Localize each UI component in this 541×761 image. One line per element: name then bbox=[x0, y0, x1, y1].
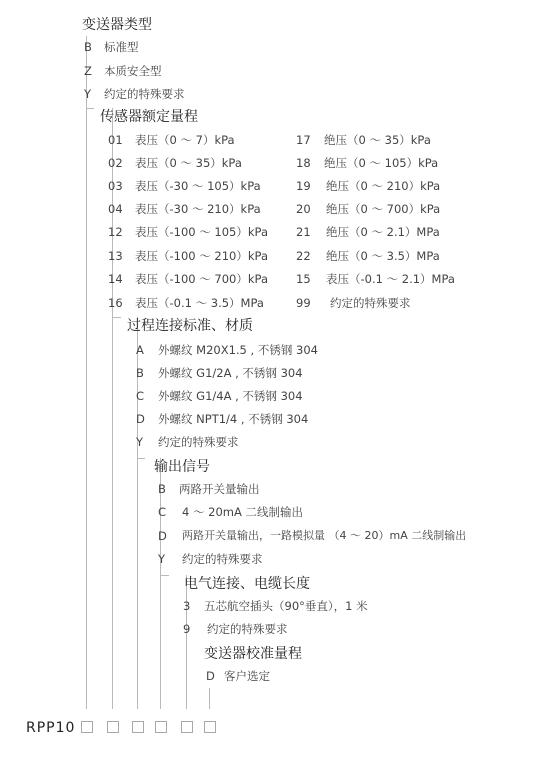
tree-branch-level2 bbox=[86, 108, 94, 109]
range-code: 14 bbox=[108, 272, 123, 286]
range-label: 表压（0 ～ 35）kPa bbox=[135, 156, 242, 170]
range-label: 绝压（0 ～ 700）kPa bbox=[326, 202, 441, 216]
range-code: 13 bbox=[108, 249, 123, 263]
section-title-output-signal: 输出信号 bbox=[154, 459, 210, 475]
option-label: 外螺纹 G1/2A , 不锈钢 304 bbox=[158, 366, 303, 380]
option-code: D bbox=[206, 669, 215, 683]
model-slot-sensor-range bbox=[107, 721, 119, 733]
tree-line-level5 bbox=[186, 575, 187, 709]
range-label: 表压（-100 ～ 105）kPa bbox=[135, 225, 268, 239]
range-code: 22 bbox=[296, 249, 311, 263]
section-title-sensor-range: 传感器额定量程 bbox=[100, 109, 198, 125]
option-code: Y bbox=[158, 552, 166, 566]
range-label: 绝压（0 ～ 3.5）MPa bbox=[326, 249, 440, 263]
section-title-electrical-connection: 电气连接、电缆长度 bbox=[184, 576, 310, 592]
range-label: 表压（0 ～ 7）kPa bbox=[135, 133, 235, 147]
range-code: 01 bbox=[108, 133, 123, 147]
option-label: 标准型 bbox=[104, 40, 139, 54]
range-label: 表压（-0.1 ～ 3.5）MPa bbox=[135, 296, 264, 310]
range-label: 绝压（0 ～ 105）kPa bbox=[324, 156, 439, 170]
option-label: 约定的特殊要求 bbox=[182, 552, 263, 566]
option-label: 约定的特殊要求 bbox=[104, 87, 185, 101]
option-code: 3 bbox=[183, 599, 191, 613]
range-label: 绝压（0 ～ 2.1）MPa bbox=[326, 225, 440, 239]
range-label: 表压（-30 ～ 105）kPa bbox=[135, 179, 261, 193]
model-slot-output-signal bbox=[155, 721, 167, 733]
option-label: 两路开关量输出，一路模拟量 （4 ～ 20）mA 二线制输出 bbox=[182, 529, 467, 542]
option-code: Y bbox=[136, 435, 144, 449]
range-code: 21 bbox=[296, 225, 311, 239]
model-slot-electrical-connection bbox=[181, 721, 193, 733]
option-label: 本质安全型 bbox=[104, 64, 162, 78]
tree-line-level1 bbox=[86, 36, 87, 709]
option-code: D bbox=[136, 412, 145, 426]
option-code: Y bbox=[84, 87, 92, 101]
option-code: B bbox=[84, 40, 92, 54]
tree-branch-level4 bbox=[137, 458, 145, 459]
option-label: 外螺纹 NPT1/4 , 不锈钢 304 bbox=[158, 412, 309, 426]
option-label: 约定的特殊要求 bbox=[158, 435, 239, 449]
option-code: B bbox=[136, 366, 144, 380]
option-code: B bbox=[158, 482, 166, 496]
range-label: 表压（-30 ～ 210）kPa bbox=[135, 202, 261, 216]
section-title-process-connection: 过程连接标准、材质 bbox=[127, 318, 253, 334]
option-label: 外螺纹 M20X1.5 , 不锈钢 304 bbox=[158, 343, 318, 357]
range-code: 02 bbox=[108, 156, 123, 170]
section-title-transmitter-type: 变送器类型 bbox=[82, 17, 152, 33]
option-label: 4 ～ 20mA 二线制输出 bbox=[182, 505, 303, 519]
range-code: 17 bbox=[296, 133, 311, 147]
range-code: 99 bbox=[296, 296, 311, 310]
section-title-calibration-range: 变送器校准量程 bbox=[204, 646, 302, 662]
option-label: 外螺纹 G1/4A , 不锈钢 304 bbox=[158, 389, 303, 403]
model-slot-process-connection bbox=[132, 721, 144, 733]
range-label: 约定的特殊要求 bbox=[330, 296, 411, 310]
option-code: A bbox=[136, 343, 144, 357]
range-code: 20 bbox=[296, 202, 311, 216]
option-code: Z bbox=[84, 64, 92, 78]
model-slot-transmitter-type bbox=[81, 721, 93, 733]
range-label: 绝压（0 ～ 210）kPa bbox=[326, 179, 441, 193]
range-label: 绝压（0 ～ 35）kPa bbox=[324, 133, 431, 147]
range-code: 04 bbox=[108, 202, 123, 216]
range-code: 12 bbox=[108, 225, 123, 239]
model-prefix: RPP10 bbox=[26, 720, 76, 736]
option-label: 客户选定 bbox=[224, 669, 270, 683]
range-code: 03 bbox=[108, 179, 123, 193]
range-code: 19 bbox=[296, 179, 311, 193]
range-label: 表压（-0.1 ～ 2.1）MPa bbox=[326, 272, 455, 286]
option-label: 约定的特殊要求 bbox=[207, 622, 288, 636]
option-code: C bbox=[136, 389, 145, 403]
option-code: 9 bbox=[183, 622, 191, 636]
tree-line-level2 bbox=[112, 108, 113, 709]
range-code: 15 bbox=[296, 272, 311, 286]
option-label: 两路开关量输出 bbox=[179, 482, 260, 496]
tree-branch-level5 bbox=[160, 575, 169, 576]
option-label: 五芯航空插头（90°垂直），1 米 bbox=[204, 599, 368, 613]
option-code: C bbox=[158, 505, 167, 519]
tree-line-level6 bbox=[209, 688, 210, 709]
range-label: 表压（-100 ～ 700）kPa bbox=[135, 272, 268, 286]
model-slot-calibration-range bbox=[204, 721, 216, 733]
tree-branch-level3 bbox=[112, 317, 121, 318]
option-code: D bbox=[158, 529, 167, 543]
range-label: 表压（-100 ～ 210）kPa bbox=[135, 249, 268, 263]
range-code: 18 bbox=[296, 156, 311, 170]
range-code: 16 bbox=[108, 296, 123, 310]
